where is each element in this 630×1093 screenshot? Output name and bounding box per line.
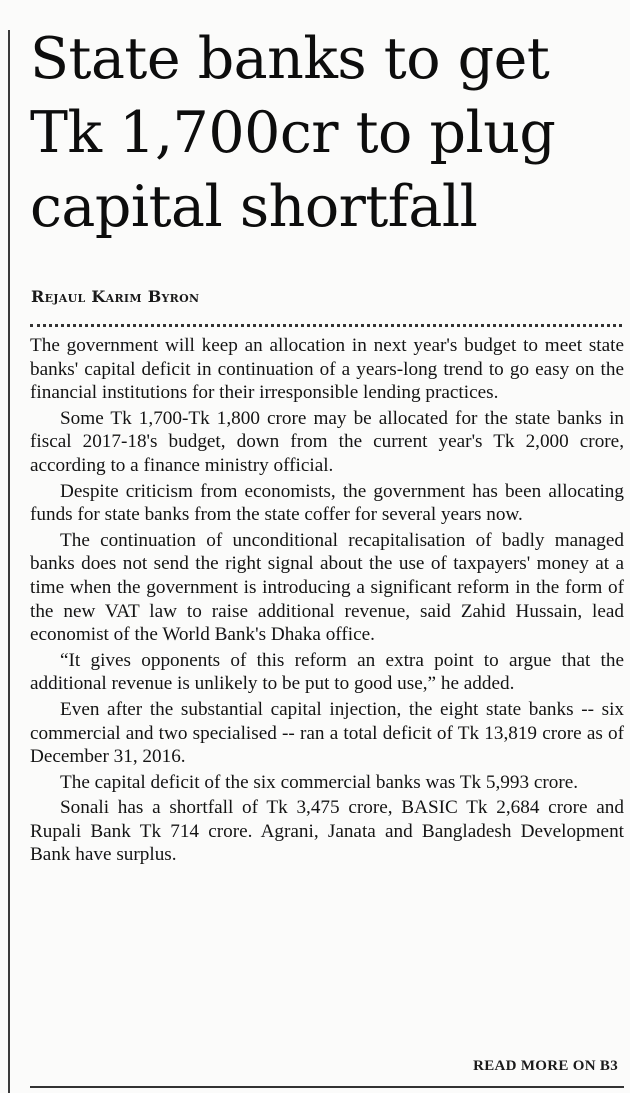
paragraph: Despite criticism from economists, the government has been allocating funds for state banks from the state coffer for several years now.	[30, 480, 624, 526]
paragraph: The capital deficit of the six commercial banks was Tk 5,993 crore.	[60, 771, 579, 793]
headline: State banks to get Tk 1,700cr to plug capital shortfall	[30, 26, 556, 240]
paragraph: Some Tk 1,700-Tk 1,800 crore may be allocated for the state banks in fiscal 2017-18's budget, down from the current year's Tk 2,000 crore, according to a finance ministry official.	[30, 407, 624, 476]
paragraph: The government will keep an allocation in next year's budget to meet state banks' capital deficit in continuation of a years-long trend to go easy on the financial institutions for their irresponsible lending practices.	[30, 335, 624, 404]
paragraph: “It gives opponents of this reform an extra point to argue that the additional revenue is unlikely to be put to good use,” he added.	[30, 649, 624, 695]
article-body	[30, 334, 624, 869]
read-more-link[interactable]: READ MORE ON B3	[473, 1058, 618, 1074]
paragraph: The continuation of unconditional recapitalisation of badly managed banks does not send the right signal about the use of taxpayers' money at a time when the government is introducing a significant reform in the form of the new VAT law to raise additional revenue, said Zahid Hussain, lead economist of the World Bank's Dhaka office.	[30, 529, 624, 646]
column-divider	[8, 30, 10, 1093]
paragraph: Even after the substantial capital injection, the eight state banks -- six commercial and two specialised -- ran a total deficit of Tk 13,819 crore as of December 31, 2016.	[30, 698, 624, 768]
byline: Rejaul Karim Byron	[31, 287, 200, 306]
paragraph: Sonali has a shortfall of Tk 3,475 crore, BASIC Tk 2,684 crore and Rupali Bank Tk 714 crore. Agrani, Janata and Bangladesh Development Bank have surplus.	[30, 797, 624, 866]
dotted-divider	[30, 324, 622, 327]
bottom-divider	[30, 1086, 624, 1088]
